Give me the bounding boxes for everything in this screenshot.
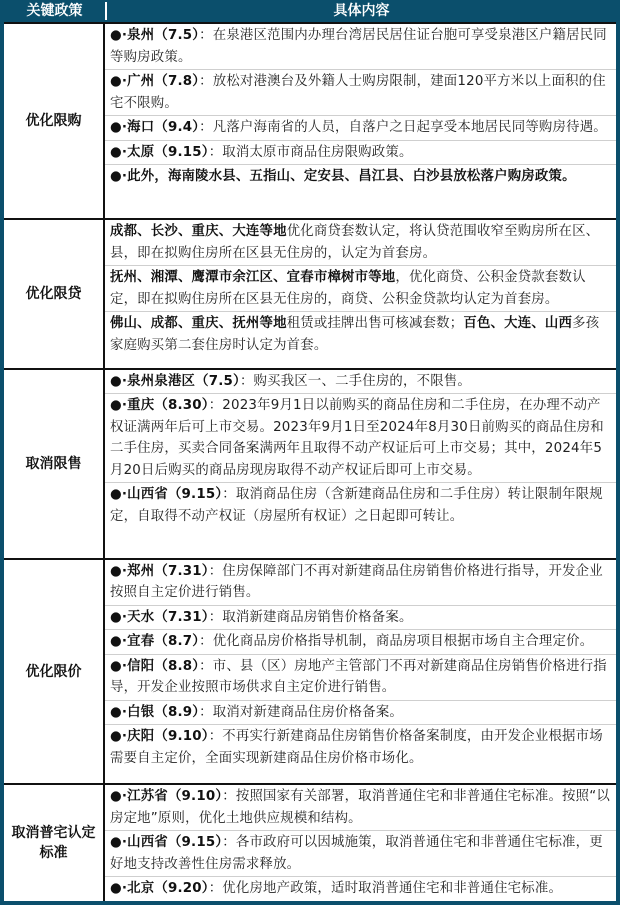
- city-date: 广州（7.8）: [127, 74, 200, 89]
- list-item: [105, 830, 616, 876]
- section-label: 取消限售: [4, 370, 105, 558]
- list-item: [105, 220, 616, 265]
- item-text: ：不再实行新建商品住房销售价格备案制度，由开发企业根据市场需要自主定价，全面实现新建商品住房价格市场化。: [110, 729, 603, 766]
- item-text: ：购买我区一、二手住房的，不限售。: [239, 373, 471, 389]
- city-date: 太原（9.15）: [127, 144, 209, 160]
- section-label: 优化限贷: [4, 220, 105, 368]
- section-resale-restriction: [4, 368, 616, 558]
- city-date: 泉州（7.5）: [127, 28, 200, 43]
- item-text: ：取消新建商品房销售价格备案。: [208, 609, 413, 625]
- bullet-icon: ●·: [110, 28, 128, 43]
- section-purchase-restriction: [4, 22, 616, 218]
- list-item: [105, 785, 616, 830]
- city-date: 山西省（9.15）: [127, 487, 223, 503]
- city-list: 抚州、湘潭、鹰潭市余江区、宜春市樟树市等地: [110, 270, 396, 286]
- city-list: 佛山、成都、重庆、抚州等地: [110, 316, 287, 332]
- header-details: 具体内容: [333, 3, 390, 19]
- list-item: [105, 164, 616, 189]
- item-text: ：各市政府可以因城施策，取消普通住宅和非普通住宅标准，更好地支持改善性住房需求释放。: [110, 835, 603, 872]
- bullet-icon: ●·: [110, 704, 128, 720]
- bullet-icon: ●·: [110, 74, 128, 89]
- list-item: [105, 605, 616, 630]
- list-item: [105, 629, 616, 654]
- city-date: 重庆（8.30）: [127, 398, 209, 414]
- bullet-icon: ●·: [110, 789, 128, 805]
- section-label: 取消普宅认定标准: [4, 785, 105, 901]
- list-item: [105, 700, 616, 725]
- list-item: [105, 482, 616, 528]
- city-date: 江苏省（9.10）: [127, 789, 223, 805]
- city-list: 成都、长沙、重庆、大连等地: [110, 224, 287, 240]
- list-item: [105, 370, 616, 394]
- item-text: ：优化房地产政策，适时取消普通住宅和非普通住宅标准。: [208, 881, 563, 897]
- list-item: [105, 876, 616, 901]
- section-ordinary-housing-standard: [4, 783, 616, 901]
- item-text: 租赁或挂牌出售可核减套数；: [286, 316, 464, 332]
- bullet-icon: ●·: [110, 729, 128, 745]
- item-text: ：取消商品住房（含新建商品住房和二手住房）转让限制年限规定，自取得不动产权证（房屋所有权证）之日起即可转让。: [110, 487, 603, 524]
- list-item: [105, 69, 616, 115]
- item-text: ：市、县（区）房地产主管部门不再对新建商品住房销售价格进行指导，开发企业按照市场供求自主定价进行销售。: [110, 658, 607, 696]
- city-date: 此外，海南陵水县、五指山、定安县、昌江县、白沙县放松落户购房政策。: [127, 169, 576, 184]
- list-item: [105, 265, 616, 311]
- bullet-icon: ●·: [110, 609, 128, 625]
- city-date: 郑州（7.31）: [127, 563, 209, 579]
- item-text: 优化商贷套数认定，将认贷范围收窄至购房所在区、县，即在拟购住房所在区县无住房的，认定为首套房。: [110, 224, 600, 261]
- bullet-icon: ●·: [110, 144, 128, 160]
- city-date: 山西省（9.15）: [127, 835, 223, 851]
- city-date: 海口（9.4）: [127, 120, 200, 135]
- item-text: ：取消对新建商品住房价格备案。: [199, 704, 404, 720]
- list-item: [105, 140, 616, 165]
- item-text: ，优化商贷、公积金贷款套数认定，即在拟购住房所在区县无住房的，商贷、公积金贷款均认定为首套房。: [110, 270, 586, 307]
- list-item: [105, 654, 616, 700]
- table-header: [4, 0, 616, 22]
- item-text: ：在泉港区范围内办理台湾居民居住证台胞可享受泉港区户籍居民同等购房政策。: [110, 28, 607, 65]
- bullet-icon: ●·: [110, 563, 128, 579]
- header-key-policy: 关键政策: [4, 2, 107, 20]
- item-text: ：优化商品房价格指导机制，商品房项目根据市场自主合理定价。: [199, 634, 594, 650]
- item-text: ：放松对港澳台及外籍人士购房限制，建面120平方米以上面积的住宅不限购。: [110, 74, 606, 111]
- item-text: ：凡落户海南省的人员，自落户之日起享受本地居民同等购房待遇。: [199, 120, 607, 135]
- city-date: 天水（7.31）: [127, 609, 209, 625]
- bullet-icon: ●·: [110, 634, 128, 650]
- city-date: 泉州泉港区（7.5）: [127, 373, 240, 389]
- bullet-icon: ●·: [110, 835, 128, 851]
- bullet-icon: ●·: [110, 373, 128, 389]
- item-text: 多孩家庭购买第二套住房时认定为首套。: [110, 316, 600, 353]
- list-item: [105, 311, 616, 357]
- bullet-icon: ●·: [110, 881, 128, 897]
- bullet-icon: ●·: [110, 658, 128, 674]
- list-item: [105, 724, 616, 770]
- city-date: 白银（8.9）: [127, 704, 200, 720]
- section-label: 优化限购: [4, 24, 105, 218]
- city-date: 北京（9.20）: [127, 881, 209, 897]
- list-item: [105, 24, 616, 69]
- item-text: ：2023年9月1日以前购买的商品住房和二手住房，在办理不动产权证满两年后可上市交易。2023年9月1日至2024年8月30日前购买的商品住房和二手住房，买卖合同备案满两年且取得不动产权证后可上市交易；其中，2024年5月20日后购买的商品房现房取得不动产权证后即可上市交易。: [110, 398, 604, 478]
- bullet-icon: ●·: [110, 120, 128, 135]
- section-price-restriction: [4, 558, 616, 784]
- bullet-icon: ●·: [110, 169, 128, 184]
- item-text: ：住房保障部门不再对新建商品住房销售价格进行指导，开发企业按照自主定价进行销售。: [110, 563, 603, 601]
- list-item: [105, 560, 616, 605]
- list-item: [105, 115, 616, 140]
- item-text: ：取消太原市商品住房限购政策。: [208, 144, 413, 160]
- city-list: 百色、大连、山西: [463, 316, 573, 332]
- list-item: [105, 393, 616, 482]
- bullet-icon: ●·: [110, 398, 128, 414]
- city-date: 信阳（8.8）: [127, 658, 200, 674]
- section-label: 优化限价: [4, 560, 105, 784]
- city-date: 庆阳（9.10）: [127, 729, 209, 745]
- section-loan-restriction: [4, 218, 616, 368]
- city-date: 宜春（8.7）: [127, 634, 200, 650]
- bullet-icon: ●·: [110, 487, 128, 503]
- item-text: ：按照国家有关部署，取消普通住宅和非普通住宅标准。按照“以房定地”原则，优化土地供应规模和结构。: [110, 789, 610, 826]
